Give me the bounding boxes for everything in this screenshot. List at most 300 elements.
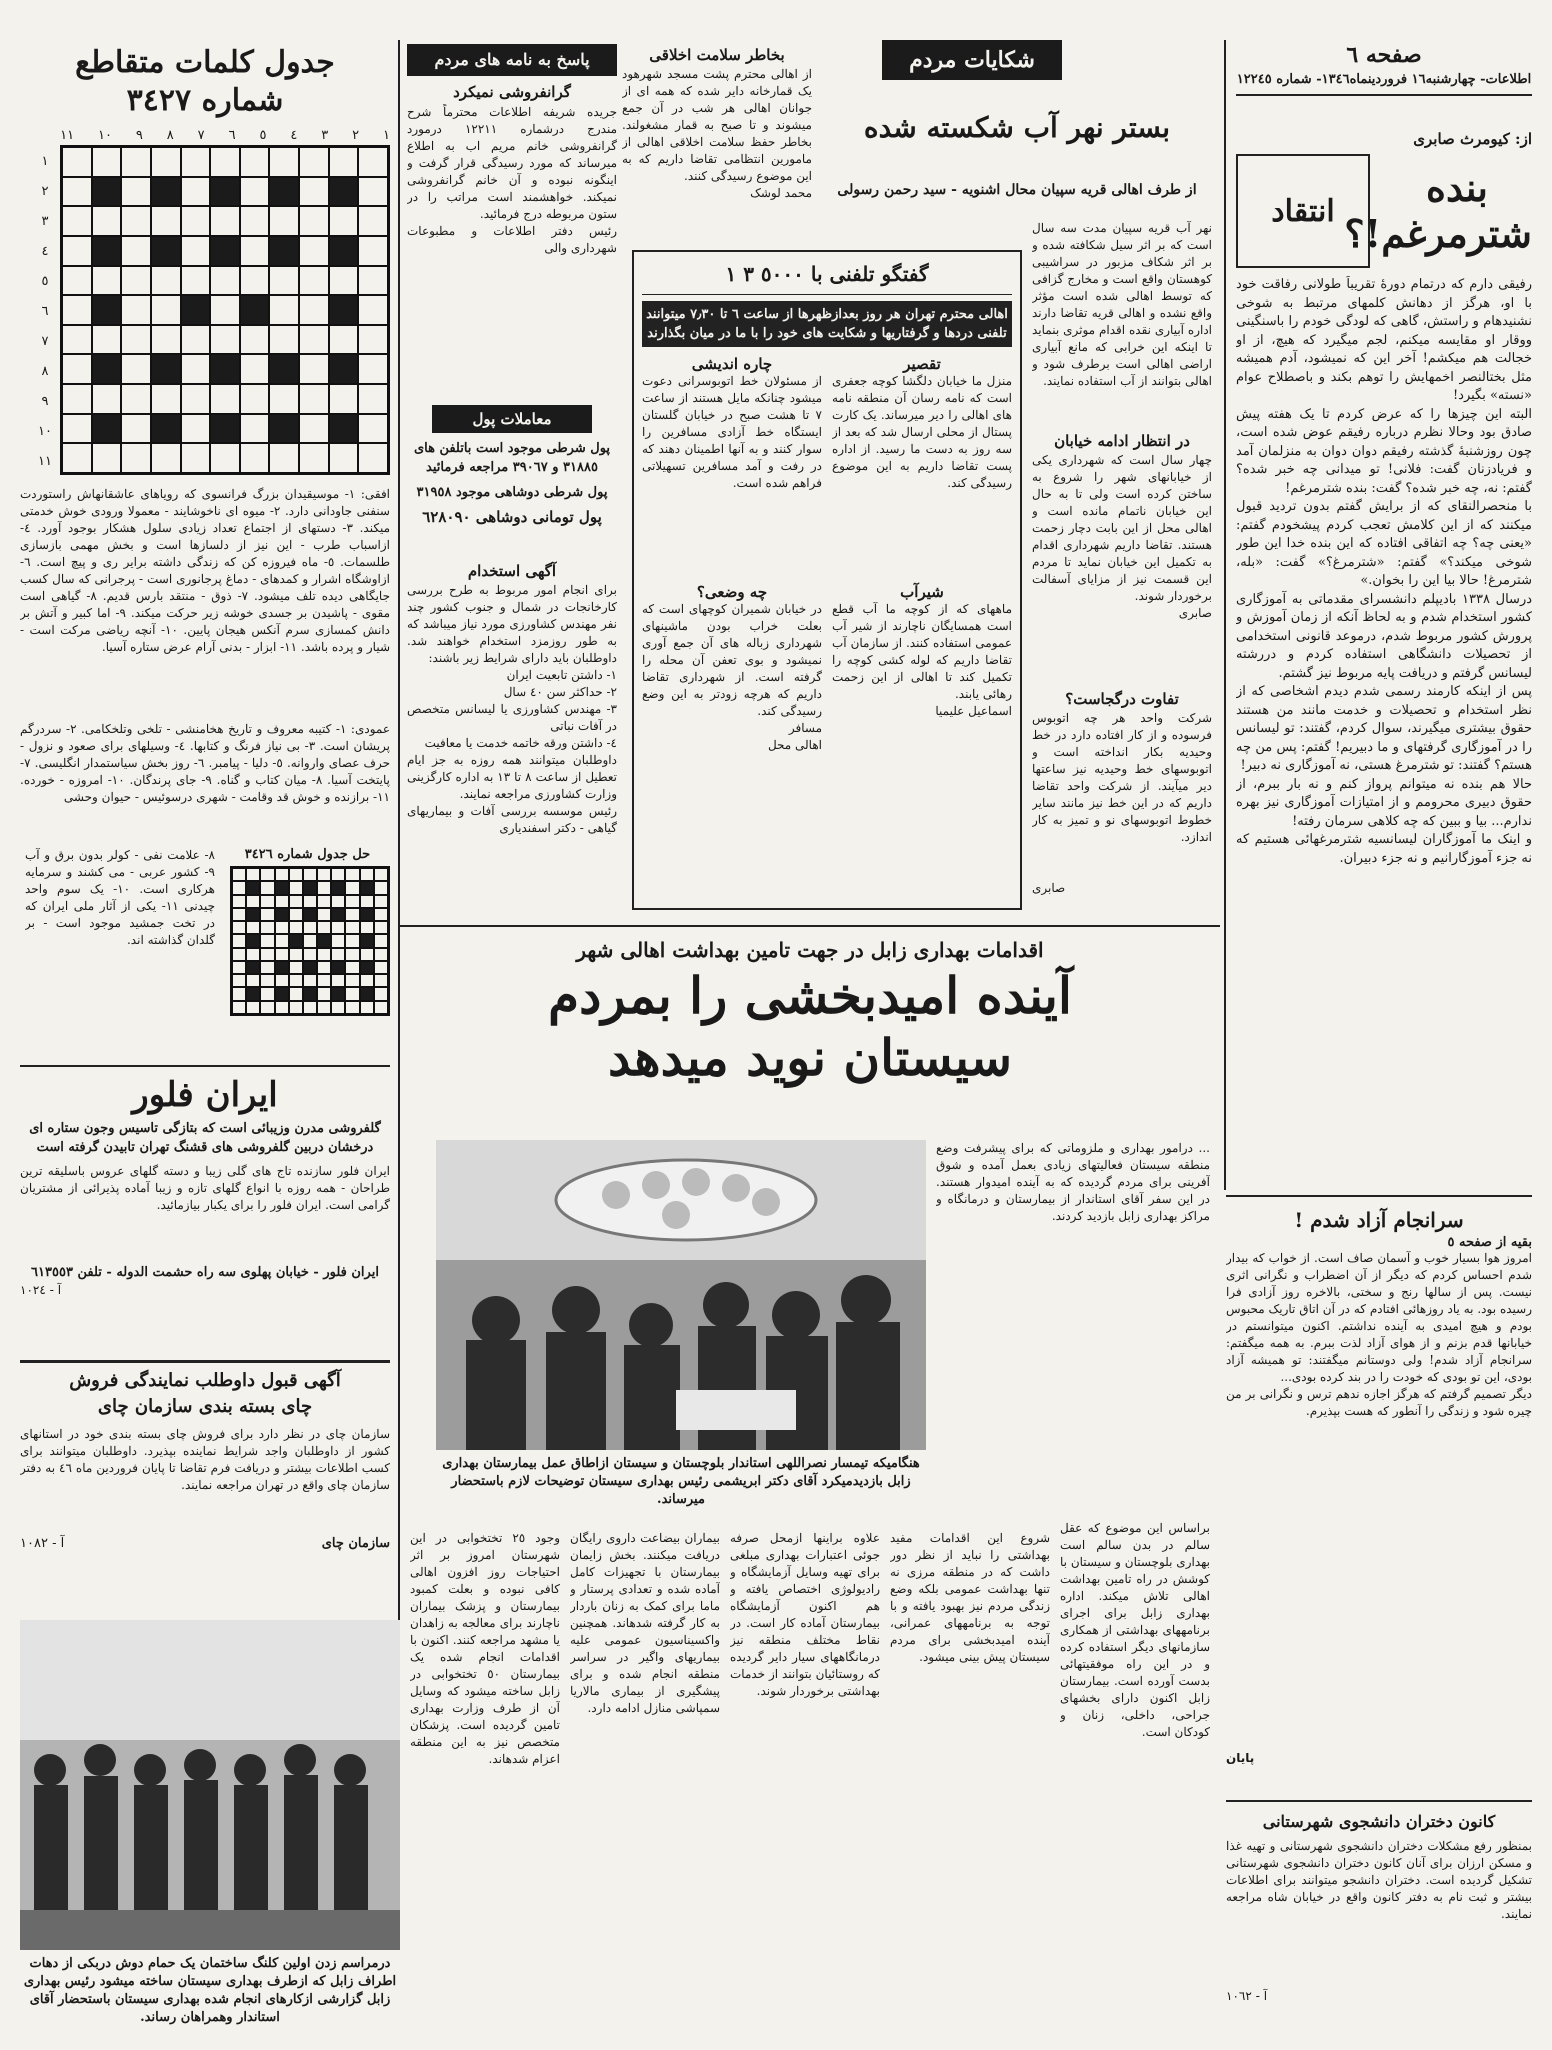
phone-item-text: منزل ما خیابان دلگشا کوچه جعفری است که نامه رسان آن منطقه نامه های اهالی را دیر میرساند. یک کارت پستال از محلی ارسال شد که بعد از سه روز به دست ما رسید. از اداره پست تقاضا داریم به این موضوع رسیدگی کند. [832, 374, 1012, 490]
phone-item-text: در خیابان شمیران کوچهای است که بعلت خراب بودن ماشینهای شهرداری زباله های آن جمع آوری نمیشود و بوی تعفن آن محله را گرفته است. از شهرداری تقاضا داریم که هرچه زودتر به این وضع رسیدگی کند. مسافر اهالی محل [642, 602, 822, 752]
crossword-cell[interactable] [210, 443, 240, 473]
solution-cell [232, 868, 246, 881]
crossword-cell[interactable] [62, 295, 92, 325]
solution-cell [360, 987, 374, 1000]
solution-cell [360, 1001, 374, 1014]
crossword-cell[interactable] [299, 206, 329, 236]
freedom-end: پایان [1226, 1751, 1255, 1765]
crossword-cell[interactable] [151, 384, 181, 414]
divider [20, 1065, 390, 1067]
phone-item [642, 355, 822, 573]
crossword-cell[interactable] [269, 206, 299, 236]
crossword-cell[interactable] [121, 295, 151, 325]
crossword-cell[interactable] [358, 147, 388, 177]
crossword-cell[interactable] [358, 236, 388, 266]
crossword-cell[interactable] [210, 384, 240, 414]
solution-cell [232, 961, 246, 974]
crossword-cell[interactable] [329, 384, 359, 414]
girls-center-body: بمنظور رفع مشکلات دختران دانشجوی شهرستانی و تهیه غذا و مسکن ارزان برای آنان کانون دختران دانشجوی شهرستانی تشکیل گردیده است. دختران دانشجو میتوانند برای اطلاعات بیشتر و ثبت نام به دفتر کانون واقع در خیابان شاه مراجعه نمایند. [1226, 1839, 1532, 1921]
solution-cell [374, 881, 388, 894]
solution-cell [303, 987, 317, 1000]
crossword-cell[interactable] [62, 147, 92, 177]
iran-flour-body: ایران فلور سازنده تاج های گلی زیبا و دسته گلهای عروس باسلیقه ترین طراحان - همه روزه با انواع گلهای تازه و زیبا آماده پذیرائی از مشتریان گرامی است. ایران فلور را برای یکبار بیازمائید. [20, 1164, 390, 1212]
solution-cell [360, 934, 374, 947]
solution-cell [275, 895, 289, 908]
solution-cell [374, 895, 388, 908]
crossword-cell[interactable] [92, 384, 122, 414]
solution-cell [303, 908, 317, 921]
moral-health-body: از اهالی محترم پشت مسجد شهرهود یک قمارخانه دایر شده که همه ای از جوانان اهالی هر شب در آن جمع میشوند و تا صبح به قمار مشغولند. بخاطر حفظ سلامت اخلاقی اهالی از مامورین انتظامی تقاضا داریم که به این موضوع رسیدگی کنند. محمد لوشک [622, 67, 812, 200]
iran-flour-title: ایران فلور [132, 1075, 278, 1115]
solution-cell [345, 881, 359, 894]
crossword-cell[interactable] [151, 147, 181, 177]
crossword-cell[interactable] [151, 443, 181, 473]
solution-cell [374, 987, 388, 1000]
crossword-black-cell [151, 414, 181, 444]
crossword-cell[interactable] [299, 236, 329, 266]
main-story-header [410, 935, 1210, 1115]
exchange-banner: معاملات پول [432, 405, 592, 433]
solution-cell [260, 961, 274, 974]
solution-cell [246, 868, 260, 881]
dateline: اطلاعات- چهارشنبه١٦ فروردینماه١٣٤٦- شماره ١٢٢٤٥ [1236, 70, 1532, 96]
solution-cell [331, 974, 345, 987]
solution-cell [345, 1001, 359, 1014]
article-diff-body: شرکت واحد هر چه اتوبوس فرسوده و از کار افتاده دارد در خط وحیدیه بکار انداخته است و اتوبوسهای خط وحیدیه نیز ساعتها دیر میآیند. از شرکت واحد تقاضا داریم که در این خط نیز مانند سایر خطوط اتوبوسهای نو و تمیز به کار اندازد. [1032, 711, 1212, 844]
crossword-cell[interactable] [358, 414, 388, 444]
solution-cell [246, 974, 260, 987]
solution-cell [232, 908, 246, 921]
crossword-col-number: ٤ [290, 128, 298, 143]
solution-cell [275, 974, 289, 987]
crossword-cell[interactable] [92, 206, 122, 236]
crossword-cell[interactable] [181, 443, 211, 473]
solution-cell [303, 895, 317, 908]
crossword-cell[interactable] [240, 354, 270, 384]
solution-cell [232, 921, 246, 934]
crossword-cell[interactable] [92, 266, 122, 296]
phone-item [832, 583, 1012, 821]
crossword-row-number: ٨ [41, 363, 49, 379]
crossword-cell[interactable] [299, 266, 329, 296]
crossword-cell[interactable] [181, 206, 211, 236]
solution-cell [289, 948, 303, 961]
solution-cell [360, 908, 374, 921]
solution-cell [232, 974, 246, 987]
crossword-cell[interactable] [121, 236, 151, 266]
exchange-line: پول تومانی دوشاهی ٦٢٨٠٩٠ [422, 508, 602, 526]
crossword-cell[interactable] [62, 266, 92, 296]
solution-cell [260, 934, 274, 947]
solution-cell [374, 1001, 388, 1014]
crossword-clues-vertical: عمودی: ١- کتیبه معروف و تاریخ هخامنشی - تلخی وتلخکامی. ٢- سردرگم پریشان است. ٣- بی نیاز فرنگ و کتابها. ٤- وسیلهای برای صعود و نزول - حرف عصای واروانه. ٥- دلیا - پیامبر. ٦- روز بخش سیاستمدار انگلیسی. ٧- پایتخت آسیا. ٨- میان کتاب و گناه. ٩- جای پرندگان. ١٠- امروزه - خورده. ١١- برازنده و خوش قد وقامت - شهری درسوئیس - حیوان وحشی [20, 722, 390, 804]
phone-item-title: تقصیر [903, 355, 941, 373]
complaints-banner: شکایات مردم [882, 40, 1062, 80]
crossword-cell[interactable] [151, 266, 181, 296]
solution-cell [317, 948, 331, 961]
crossword-cell[interactable] [181, 325, 211, 355]
crossword-black-cell [329, 236, 359, 266]
phone-box-title: گفتگو تلفنی با ٥٠٠٠ ٣ ١ [642, 260, 1012, 295]
solution-cell [331, 1001, 345, 1014]
crossword-black-cell [329, 177, 359, 207]
solution-cell [345, 908, 359, 921]
phone-complaints-box [632, 250, 1022, 910]
crossword-cell[interactable] [358, 325, 388, 355]
crossword-cell[interactable] [92, 443, 122, 473]
column-body: رفیقی دارم که درتمام دورهٔ تقریباً طولانی رفاقت خود با او، هرگز از دهانش کلمهای مرتبط به شوخی نشنیدهام و راستش، گاهی که لودگی خودم را باسنگینی ووقار او مقایسه میکنم، لجم میگیرد که هیچ، از او خجالت هم میکشم! آخر این که نمیشود، آدم همیشه مثل بختالنصر اخمهایش را توهم بکند و باصطلاح عوام «نسته» بگیرد! البته این چیزها را که عرض کردم تا یک هفته پیش صادق بود وحالا نظرم درباره رفیقم عوض شده است، چون روزشنبهٔ گذشته رفیقم دوان دوان به منزلمان آمد و فریادزنان گفت: فلانی! تو میدانی چه خبر شده؟ گفتم: نه، چه خبر شده؟ گفت: بنده شترمرغم! با منحصرالنقای که از برایش گفتم بدون تردید قبول میکنند که از این کلامش تعجب کردم پیشخودم گفتم: «یعنی چه؟ چه اتفاقی افتاده که این بنده خدا این طور شوخی میکند؟» گفتم: «شترمرغ؟» گفت: «بله، شترمرغ! حالا بیا این را بخوان.» درسال ١٣٣٨ بادیپلم دانشسرای مقدماتی به آموزگاری کشور استخدام شدم و به لحاظ آنکه از زمان آموزش و پرورش کشور مربوط شدم، درموعد قانونی استخدامی از تحصیلات دانشگاهی استفاده کردم و دررشته لیسانس گرفتم و دریافت پایه مربوط نیز گشتم. پس از اینکه کارمند رسمی شدم دیدم اشخاصی که از نظر استخدام و تحصیلات و خدمت مانند من هستند حقوق بیشتری میگیرند، سوال کردم، گفتند: تو لیسانس را در آموزگاری گرفتهای و ما دبیریم! گفتم: پس من چه هستم؟ گفتند: تو شترمرغ هستی، نه آموزگاری نه دبیر! حالا هم بنده نه میتوانم پرواز کنم و نه بار ببرم، از حقوق دبیری محرومم و از امتیازات آموزگاری نیز بهره ندارم... بیا و ببین که چه کلاهی سرمان رفته! و اینک ما آموزگاران لیسانسیه شترمرغهائی هستیم که نه جزء آموزگارانیم و نه جزء دبیران. [1236, 277, 1532, 866]
complaints-side [1032, 430, 1212, 910]
exchange-line: پول شرطی موجود است باتلفن های ٣١٨٨٥ و ٣٩٠٦٧ مراجعه فرمائید [413, 441, 611, 475]
page-label: صفحه ٦ [1346, 42, 1422, 68]
divider [20, 1360, 390, 1363]
main-story-col: براساس این موضوع که عقل سالم در بدن سالم است بهداری بلوچستان و سیستان با کوشش در راه تامین بهداشت اهالی تلاش میکند. اداره بهداری زابل برای اجرای برنامههای بهداشتی از همکاری سازمانهای دیگر استفاده کرده و در این راه موفقیتهائی بدست آورده است. بیمارستان زابل اکنون دارای بخشهای جراحی، داخلی، زنان و کودکان است. [1060, 1521, 1210, 1739]
solution-cell [246, 895, 260, 908]
crossword-col-number: ٧ [197, 128, 205, 143]
crossword-col-number: ٨ [166, 128, 174, 143]
crossword-cell[interactable] [299, 325, 329, 355]
crossword-col-number: ٦ [228, 128, 236, 143]
crossword-cell[interactable] [121, 147, 151, 177]
crossword-number: شماره ٣٤٢٧ [126, 83, 284, 118]
moral-health-article [622, 44, 812, 244]
moral-health-title: بخاطر سلامت اخلاقی [649, 46, 785, 64]
crossword-cell[interactable] [358, 443, 388, 473]
solution-cell [260, 895, 274, 908]
freedom-kicker: بقیه از صفحه ٥ [1447, 1235, 1532, 1250]
solution-cell [275, 881, 289, 894]
main-story-col: شروع این اقدامات مفید بهداشتی را نباید از نظر دور داشت که در منطقه مرزی نه تنها بهداشت عمومی بلکه وضع زندگی مردم نیز بهبود یافته و با توجه به برنامههای عمرانی، آینده امیدبخشی برای مردم سیستان پیش بینی میشود. [890, 1531, 1050, 1664]
divider [1224, 40, 1226, 1190]
crossword-cell[interactable] [240, 147, 270, 177]
crossword-cell[interactable] [358, 177, 388, 207]
solution-cell [374, 948, 388, 961]
column-ostrich [1236, 130, 1532, 1180]
tea-ad-sign: سازمان چای [321, 1536, 390, 1551]
solution-cell [232, 948, 246, 961]
groundbreaking-caption: درمراسم زدن اولین کلنگ ساختمان یک حمام دوش دربکی از دهات اطراف زابل که ازطرف بهداری سیستان ساخته میشود رئیس بهداری زابل گزارشی ازکارهای انجام شده بهداری سیستان باستحضار آقای استاندار وهمراهان رساند. [23, 1956, 397, 2025]
solution-cell [317, 987, 331, 1000]
crossword-cell[interactable] [121, 206, 151, 236]
solution-cell [360, 974, 374, 987]
crossword-cell[interactable] [269, 266, 299, 296]
solution-cell [317, 934, 331, 947]
hiring-title: آگهی استخدام [467, 562, 557, 580]
crossword-black-cell [269, 236, 299, 266]
crossword-cell[interactable] [210, 266, 240, 296]
crossword-cell[interactable] [299, 295, 329, 325]
crossword-title: جدول کلمات متقاطع [75, 45, 335, 80]
main-story-col: وجود ٢٥ تختخوابی در این شهرستان امروز بر اثر احتیاجات روز افزون اهالی کافی نبوده و بعلت کمبود بیمارستان و پزشک بیماران ناچارند برای معالجه به زاهدان یا مشهد مراجعه کنند. اکنون با اقدامات انجام شده یک بیمارستان ٥٠ تختخوابی در زابل ساخته میشود که وسایل آن از طرف وزارت بهداری تامین گردیده است. پزشکان متخصص نیز به این منطقه اعزام شدهاند. [410, 1531, 560, 1766]
solution-cell [232, 881, 246, 894]
crossword-cell[interactable] [181, 236, 211, 266]
crossword-column-numbers [60, 128, 390, 143]
crossword-row-number: ٥ [41, 273, 49, 289]
solution-cell [289, 921, 303, 934]
solution-cell [289, 908, 303, 921]
solution-cell [289, 881, 303, 894]
girls-center-code: آ - ١٠٦٢ [1226, 1989, 1268, 2003]
crossword-cell[interactable] [329, 206, 359, 236]
crossword-cell[interactable] [269, 147, 299, 177]
crossword-cell[interactable] [121, 177, 151, 207]
crossword-cell[interactable] [62, 414, 92, 444]
crossword-cell[interactable] [210, 206, 240, 236]
solution-cell [289, 1001, 303, 1014]
crossword-cell[interactable] [240, 236, 270, 266]
crossword [20, 44, 390, 1054]
solution-cell [374, 921, 388, 934]
crossword-black-cell [240, 295, 270, 325]
solution-cell [303, 868, 317, 881]
solution-cell [345, 934, 359, 947]
tea-ad-body: سازمان چای در نظر دارد برای فروش چای بسته بندی خود در استانهای کشور از داوطلبان واجد شرایط نماینده بپذیرد. داوطلبان میتوانند برای کسب اطلاعات بیشتر و دریافت فرم تقاضا تا پایان فروردین ماه ٤٦ به دفتر سازمان چای واقع در تهران مراجعه نمایند. [20, 1427, 390, 1492]
article-stream-byline: از طرف اهالی قریه سپیان محال اشنویه - سید رحمن رسولی [837, 182, 1197, 198]
solution-cell [232, 895, 246, 908]
crossword-cell[interactable] [269, 295, 299, 325]
crossword-cell[interactable] [299, 177, 329, 207]
crossword-cell[interactable] [329, 443, 359, 473]
solution-cell [303, 948, 317, 961]
crossword-col-number: ٣ [321, 128, 329, 143]
solution-cell [360, 921, 374, 934]
solution-cell [317, 1001, 331, 1014]
solution-cell [317, 908, 331, 921]
solution-cell [275, 908, 289, 921]
solution-cell [303, 881, 317, 894]
crossword-cell[interactable] [121, 443, 151, 473]
divider [398, 40, 400, 1670]
crossword-cell[interactable] [121, 325, 151, 355]
main-story-col: بیماران بیضاعت داروی رایگان دریافت میکنند. بخش زایمان بیمارستان با تجهیزات کامل آماده شده و تعدادی پرستار و ماما برای کمک به زنان باردار به کار گرفته شدهاند. همچنین واکسیناسیون عمومی علیه بیماریهای واگیر در سراسر منطقه انجام شده و برای پیشگیری از بیماری مالاریا سمپاشی منازل ادامه دارد. [570, 1531, 720, 1715]
crossword-cell[interactable] [240, 325, 270, 355]
letters-body: جریده شریفه اطلاعات محترماً شرح مندرج درشماره ١٢٢١١ درمورد گرانفروشی خانم مریم اب به اطلاع میرساند که مورد رسیدگی قرار گرفت و اینگونه نبوده و آن خانم گرانفروشی نمیکند. خواهشمند است مراتب را در ستون مربوطه درج فرمائید. رئیس دفتر اطلاعات و مطبوعات شهرداری والی [407, 105, 617, 255]
solution-cell [275, 934, 289, 947]
crossword-black-cell [329, 414, 359, 444]
solution-cell [260, 987, 274, 1000]
girls-center-article [1226, 1810, 1532, 2030]
crossword-cell[interactable] [151, 206, 181, 236]
solution-cell [331, 868, 345, 881]
article-stream-body: نهر آب قریه سپیان مدت سه سال است که بر اثر سیل شکافته شده و بر اثر شکاف مزبور در سراشیبی کوهستان واقع است و مخارج گزافی که توسط اهالی شده است مؤثر واقع نشده و اهالی قریه تقاضا دارند اداره آبیاری نقده اقدام موثری بنماید تا اینکه این خرابی که مانع آبیاری اراضی اهالی است برطرف شود و اهالی بتوانند از آب استفاده نمایند. [1032, 221, 1212, 388]
solution-cell [345, 948, 359, 961]
crossword-cell[interactable] [62, 443, 92, 473]
crossword-cell[interactable] [240, 443, 270, 473]
solution-cell [246, 881, 260, 894]
groundbreaking-photo-image [20, 1620, 400, 1950]
tea-ad-title-1: آگهی قبول داوطلب نمایندگی فروش [69, 1370, 341, 1391]
article-stream-title: بستر نهر آب شکسته شده [863, 111, 1171, 144]
crossword-cell[interactable] [358, 295, 388, 325]
letters-reply [407, 44, 617, 394]
crossword-cell[interactable] [299, 147, 329, 177]
crossword-cell[interactable] [358, 206, 388, 236]
solution-cell [232, 934, 246, 947]
solution-cell [317, 961, 331, 974]
crossword-black-cell [210, 354, 240, 384]
crossword-black-cell [269, 177, 299, 207]
money-exchange [407, 405, 617, 545]
tea-ad-code: آ - ١٠٨٢ [20, 1536, 65, 1551]
solution-cell [331, 921, 345, 934]
iran-flour-address: ایران فلور - خیابان پهلوی سه راه حشمت الدوله - تلفن ٦١٣٥٥٣ [31, 1265, 379, 1280]
main-story-photo-caption: هنگامیکه تیمسار نصراللهی استاندار بلوچستان و سیستان ازاطاق عمل بیمارستان بهداری زابل بازدیدمیکرد آقای دکتر ابریشمی رئیس بهداری سیستان توضیحات لازم باستحضار میرساند. [442, 1456, 920, 1507]
solution-cell [331, 895, 345, 908]
crossword-cell[interactable] [329, 147, 359, 177]
crossword-cell[interactable] [151, 295, 181, 325]
crossword-cell[interactable] [62, 354, 92, 384]
solution-cell [303, 1001, 317, 1014]
crossword-cell[interactable] [181, 414, 211, 444]
crossword-black-cell [151, 354, 181, 384]
solution-cell [289, 987, 303, 1000]
crossword-cell[interactable] [358, 266, 388, 296]
solution-cell [317, 895, 331, 908]
crossword-black-cell [269, 414, 299, 444]
main-story-photo [436, 1140, 926, 1450]
iran-flour-ad [20, 1065, 390, 1345]
crossword-solution-title: حل جدول شماره ٣٤٢٦ [244, 847, 371, 862]
crossword-cell[interactable] [62, 325, 92, 355]
crossword-cell[interactable] [329, 325, 359, 355]
crossword-cell[interactable] [240, 266, 270, 296]
crossword-cell[interactable] [210, 147, 240, 177]
solution-cell [260, 921, 274, 934]
crossword-black-cell [92, 414, 122, 444]
page-header [1236, 40, 1532, 120]
crossword-clues-horizontal: افقی: ١- موسیقیدان بزرگ فرانسوی که رویاهای عاشقانهاش راستوردت سنفنی جاودانی دارد. ٢- میوه ای ناخوشایند - معمولا ورودی خوش خدمتی میکند. ٣- دستهای از اجتماع تعداد زیادی سلول هشکار بوجود آورد. ٤- ازاسباب طرب - این نیز از دلسازها است و بخش مهمی بازسازی طلسمات. ٥- ماه فیروزه کن که زندگی داشته برایر ری و پیچ است. ٦- ازاوشگاه اشرار و کمدهای - دماغ پرجانوری است - پرجرانی که سال کسب جایگاهی دیده تلف میشود. ٧- ذوق - منتقد بارس قدیم. ٨- گیاهی است مقوی - پاشیدن بر جسدی خوشه زیر حرکت میکند. ٩- اما کبیر و آتش بر دانش کمسازی سرم آنکس هیجان پایین. ١٠- آنچه ریاضی مرکت است - شیار و پرده باشد. ١١- ابزار - بدنی آرام عرض ستاره آسیا. [20, 487, 390, 654]
crossword-cell[interactable] [62, 206, 92, 236]
crossword-cell[interactable] [92, 147, 122, 177]
solution-cell [289, 974, 303, 987]
crossword-cell[interactable] [121, 414, 151, 444]
crossword-row-number: ٦ [41, 303, 49, 319]
crossword-black-cell [269, 354, 299, 384]
solution-cell [303, 974, 317, 987]
column-author: از: کیومرث صابری [1413, 130, 1532, 148]
crossword-cell[interactable] [358, 354, 388, 384]
crossword-cell[interactable] [210, 295, 240, 325]
crossword-cell[interactable] [269, 325, 299, 355]
solution-cell [303, 921, 317, 934]
solution-cell [317, 868, 331, 881]
crossword-cell[interactable] [121, 266, 151, 296]
crossword-black-cell [210, 414, 240, 444]
solution-cell [289, 934, 303, 947]
crossword-cell[interactable] [299, 354, 329, 384]
crossword-cell[interactable] [181, 384, 211, 414]
crossword-black-cell [151, 236, 181, 266]
solution-cell [246, 934, 260, 947]
crossword-cell[interactable] [299, 443, 329, 473]
crossword-black-cell [92, 295, 122, 325]
solution-cell [289, 868, 303, 881]
main-story-col: علاوه براینها ازمحل صرفه جوئی اعتبارات بهداری مبلغی برای تهیه وسایل آزمایشگاه و رادیولوژی اختصاص یافته و هم اکنون آزمایشگاه بیمارستان آماده کار است. در نقاط مختلف منطقه نیز درمانگاههای سیار دایر گردیده که روستائیان بتوانند از خدمات بهداشتی برخوردار شوند. [730, 1531, 880, 1698]
crossword-cell[interactable] [181, 147, 211, 177]
crossword-row-number: ٣ [41, 213, 49, 229]
tea-ad-title-2: چای بسته بندی سازمان چای [97, 1396, 313, 1417]
divider [400, 925, 1220, 927]
crossword-cell[interactable] [240, 384, 270, 414]
solution-cell [275, 921, 289, 934]
solution-cell [289, 895, 303, 908]
crossword-cell[interactable] [62, 236, 92, 266]
crossword-row-number: ٩ [41, 393, 49, 409]
solution-cell [246, 921, 260, 934]
crossword-row-number: ٢ [41, 183, 49, 199]
solution-cell [345, 868, 359, 881]
crossword-row-number: ١ [41, 153, 49, 169]
crossword-cell[interactable] [92, 325, 122, 355]
phone-item-title: چه وضعی؟ [696, 583, 768, 601]
phone-item-title: شیرآب [900, 583, 944, 601]
crossword-cell[interactable] [121, 354, 151, 384]
solution-cell [374, 908, 388, 921]
solution-cell [303, 934, 317, 947]
crossword-cell[interactable] [269, 384, 299, 414]
crossword-solution-clues: ٨- علامت نفی - کولر بدون برق و آب ٩- کشور عربی - می کشند و سرمایه هرکاری است. ١٠- یک سوم واحد چیدنی ١١- یکی از آثار ملی ایران که در تخت جمشید موجود است - بر گلدان گذاشته اند. [25, 848, 215, 947]
crossword-cell[interactable] [240, 414, 270, 444]
solution-cell [317, 921, 331, 934]
crossword-cell[interactable] [181, 266, 211, 296]
phone-item [642, 583, 822, 821]
column-logo [1236, 154, 1370, 268]
solution-cell [345, 895, 359, 908]
crossword-cell[interactable] [181, 177, 211, 207]
crossword-col-number: ١١ [60, 128, 75, 143]
phone-box-intro: اهالی محترم تهران هر روز بعدازظهرها از ساعت ٦ تا ٧٫٣٠ میتوانند تلفنی دردها و گرفتاریها و شکایت های خود را با ما در میان بگذارند [642, 301, 1012, 347]
crossword-cell[interactable] [210, 325, 240, 355]
crossword-cell[interactable] [240, 177, 270, 207]
solution-cell [260, 974, 274, 987]
crossword-cell[interactable] [299, 384, 329, 414]
freedom-title: سرانجام آزاد شدم ! [1294, 1208, 1464, 1232]
article-street-title: در انتظار ادامه خیابان [1054, 432, 1190, 450]
solution-cell [331, 987, 345, 1000]
crossword-cell[interactable] [240, 206, 270, 236]
solution-cell [246, 961, 260, 974]
crossword-row-number: ٤ [41, 243, 49, 259]
main-story-headline-2: سیستان نوید میدهد [607, 1028, 1013, 1087]
phone-item-text: از مسئولان خط اتوبوسرانی دعوت میشود چنانکه مایل هستند از ساعت ٧ تا هشت صبح در خیابان گلستان ایستگاه خط آزادی مسافرین را سوار کنند و به آنها اطمینان دهند که در رفت و آمد مسافرین تسهیلاتی فراهم شده است. [642, 374, 822, 490]
iran-flour-code: آ - ١٠٢٤ [20, 1283, 62, 1297]
crossword-cell[interactable] [358, 384, 388, 414]
crossword-cell[interactable] [62, 384, 92, 414]
crossword-cell[interactable] [62, 177, 92, 207]
crossword-grid[interactable] [60, 145, 390, 475]
crossword-cell[interactable] [299, 414, 329, 444]
crossword-cell[interactable] [151, 325, 181, 355]
solution-cell [360, 961, 374, 974]
solution-cell [331, 961, 345, 974]
main-story-kicker: اقدامات بهداری زابل در جهت تامین بهداشت اهالی شهر [576, 938, 1044, 962]
crossword-col-number: ١ [383, 128, 390, 143]
crossword-black-cell [210, 236, 240, 266]
girls-center-title: کانون دختران دانشجوی شهرستانی [1262, 1812, 1496, 1831]
solution-cell [260, 881, 274, 894]
crossword-cell[interactable] [329, 266, 359, 296]
crossword-row-number: ١١ [38, 453, 52, 469]
solution-cell [260, 1001, 274, 1014]
crossword-row-numbers [30, 146, 60, 476]
crossword-cell[interactable] [181, 354, 211, 384]
article-diff-title: تفاوت درگجاست؟ [1065, 690, 1179, 708]
crossword-cell[interactable] [121, 384, 151, 414]
solution-cell [260, 908, 274, 921]
crossword-solution-grid [230, 866, 390, 1016]
crossword-cell[interactable] [269, 443, 299, 473]
solution-cell [360, 948, 374, 961]
